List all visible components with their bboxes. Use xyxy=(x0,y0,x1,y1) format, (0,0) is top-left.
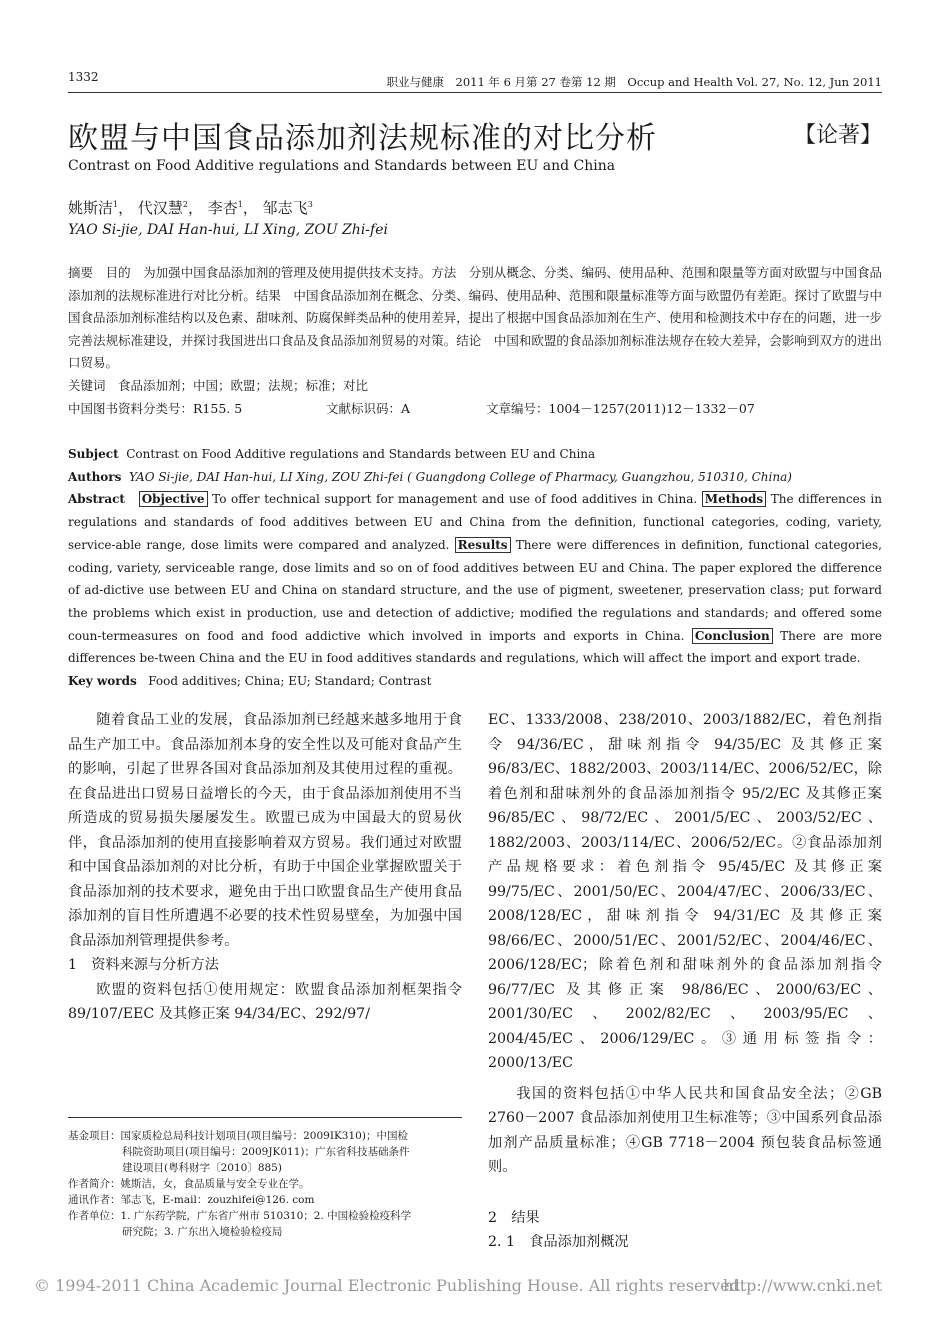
footnote-rule xyxy=(68,1117,462,1118)
en-authors-label: Authors xyxy=(68,469,122,484)
results-text: There were differences in definition, functional categories, coding, variety, serviceable range, dose limits and so on of food additives between EU and China. The paper explored the difference of ad-dictive use between EU and China on standard structure, and the use of pigment, sweetener, preservation class; put forward the problems which exist in production, use and detection of addictive; modified the regulations and standards; and offered some coun-termeasures on food and food addictive which involved in imports and exports in China. xyxy=(68,537,882,643)
en-keywords-line xyxy=(68,670,882,693)
cn-sources-paragraph: 我国的资料包括①中华人民共和国食品安全法；②GB 2760－2007 食品添加剂使用卫生标准等；③中国系列食品添加剂产品质量标准；④GB 7718－2004 预包装食品标签通则。 xyxy=(488,1085,882,1175)
en-abstract xyxy=(68,488,882,670)
article-type-tag: 【论著】 xyxy=(793,123,882,148)
en-authors: YAO Si-jie, DAI Han-hui, LI Xing, ZOU Zhi-fei ( Guangdong College of Pharmacy, Guangzhou, 510310, China) xyxy=(129,469,792,484)
body-left-column xyxy=(68,708,462,1027)
objective-text: To offer technical support for management and use of food additives in China. xyxy=(212,492,698,507)
author-name: 李杏 xyxy=(207,199,238,217)
header-rule xyxy=(68,92,882,93)
affiliation-line: 作者单位：1. 广东药学院，广东省广州市 510310；2. 中国检验检疫科学 xyxy=(68,1210,412,1222)
authors-en: YAO Si-jie, DAI Han-hui, LI Xing, ZOU Zhi-fei xyxy=(68,222,388,238)
en-keywords: Food additives; China; EU; Standard; Contrast xyxy=(148,674,432,689)
classification-line xyxy=(68,399,882,419)
en-keywords-label: Key words xyxy=(68,674,137,689)
section-1-heading: 1 资料来源与分析方法 xyxy=(68,957,219,973)
cnki-link[interactable]: http://www.cnki.net xyxy=(723,1276,883,1295)
intro-paragraph: 随着食品工业的发展，食品添加剂已经越来越多地用于食品生产加工中。食品添加剂本身的安全性以及可能对食品产生的影响，引起了世界各国对食品添加剂及其使用过程的重视。在食品进出口贸易日益增长的今天，由于食品添加剂使用不当所造成的贸易损失屡屡发生。欧盟已成为中国最大的贸易伙伴，食品添加剂的使用直接影响着双方贸易。我们通过对欧盟和中国食品添加剂的对比分析，有助于中国企业掌握欧盟关于食品添加剂的技术要求，避免由于出口欧盟食品生产使用食品添加剂的盲目性所遭遇不必要的技术性贸易壁垒，为加强中国食品添加剂管理提供参考。 xyxy=(68,712,462,949)
keywords-cn: 关键词 食品添加剂；中国；欧盟；法规；标准；对比 xyxy=(68,378,369,393)
fund-line: 基金项目：国家质检总局科技计划项目(项目编号：2009IK310)；中国检 xyxy=(68,1130,408,1142)
methods-text: The differences in regulations and standards of food additives between EU and China from the definition, functional categories, coding, variety, service-able range, dose limits were compared and analyzed. xyxy=(68,492,882,552)
affiliation-line: 研究院；3. 广东出入境检验检疫局 xyxy=(122,1226,283,1238)
author-affil-mark: 2 xyxy=(182,200,188,209)
article-title-en: Contrast on Food Additive regulations and Standards between EU and China xyxy=(68,158,616,174)
author-name: 邹志飞 xyxy=(262,199,308,217)
section-2-heading: 2 结果 xyxy=(488,1209,540,1226)
article-number: 文章编号：1004－1257(2011)12－1332－07 xyxy=(486,401,755,416)
results-label: Results xyxy=(455,537,511,553)
copyright-text: © 1994-2011 China Academic Journal Electronic Publishing House. All rights reserved. xyxy=(34,1276,745,1295)
article-title-cn: 欧盟与中国食品添加剂法规标准的对比分析 xyxy=(68,121,657,156)
body-right-column xyxy=(488,708,882,1255)
page-number: 1332 xyxy=(68,70,99,84)
authors-cn: 姚斯洁$^1$， 代汉慧$^2$， 李杏$^1$， 邹志飞$^3$ xyxy=(68,199,313,217)
section-1-paragraph: 欧盟的资料包括①使用规定：欧盟食品添加剂框架指令 89/107/EEC 及其修正案 94/34/EC、292/97/ xyxy=(68,981,462,1022)
conclusion-text: There are more differences be-tween China and the EU in food additives standards and regulations, which will affect the import and export trade. xyxy=(68,628,882,666)
fund-line: 建设项目(粤科财字〔2010〕885) xyxy=(122,1162,282,1174)
conclusion-label: Conclusion xyxy=(692,628,773,644)
en-authors-line xyxy=(68,466,882,489)
eu-sources-paragraph: EC、1333/2008、238/2010、2003/1882/EC，着色剂指令 94/36/EC，甜味剂指令 94/35/EC 及其修正案 96/83/EC、1882/2003、2003/114/EC、2006/52/EC，除着色剂和甜味剂外的食品添加剂指令 95/2/EC 及其修正案 96/85/EC、98/72/EC、2001/5/EC、2003/52/EC、1882/2003、2003/114/EC、2006/52/EC。②食品添加剂产品规格要求：着色剂指令 95/45/EC 及其修正案 99/75/EC、2001/50/EC、2004/47/EC、2006/33/EC、2008/128/EC，甜味剂指令 94/31/EC 及其修正案 98/66/EC、2000/51/EC、2001/52/EC、2004/46/EC、2006/128/EC；除着色剂和甜味剂外的食品添加剂指令 96/77/EC 及其修正案 98/86/EC、2000/63/EC、2001/30/EC、2002/82/EC、2003/95/EC、2004/45/EC、2006/129/EC。③通用标签指令：2000/13/EC xyxy=(488,712,882,1071)
en-abstract-label: Abstract xyxy=(68,492,125,507)
fund-line: 科院资助项目(项目编号：2009JK011)；广东省科技基础条件 xyxy=(122,1146,410,1158)
author-info: 作者简介：姚斯洁，女，食品质量与安全专业在学。 xyxy=(68,1178,310,1190)
author-affil-mark: 1 xyxy=(237,200,243,209)
abstract-cn: 摘要 目的 为加强中国食品添加剂的管理及使用提供技术支持。方法 分别从概念、分类、编码、使用品种、范围和限量等方面对欧盟与中国食品添加剂的法规标准进行对比分析。结果 中国食品添加剂在概念、分类、编码、使用品种、范围和限量标准等方面与欧盟仍有差距。探讨了欧盟与中国食品添加剂标准结构以及色素、甜味剂、防腐保鲜类品种的使用差异，提出了根据中国食品添加剂在生产、使用和检测技术中存在的问题，进一步完善法规标准建设，并探讨我国进出口食品及食品添加剂贸易的对策。结论 中国和欧盟的食品添加剂标准法规存在较大差异，会影响到双方的进出口贸易。 xyxy=(68,265,882,371)
author-affil-mark: 3 xyxy=(307,200,313,209)
en-subject-line xyxy=(68,443,882,466)
english-abstract-block xyxy=(68,443,882,693)
footnotes xyxy=(68,1128,468,1240)
en-subject: Contrast on Food Additive regulations and Standards between EU and China xyxy=(126,447,596,461)
author-affil-mark: 1 xyxy=(113,200,119,209)
en-subject-label: Subject xyxy=(68,447,119,461)
corresponding-author: 通讯作者：邹志飞，E-mail：zouzhifei@126. com xyxy=(68,1194,315,1206)
objective-label: Objective xyxy=(139,491,208,507)
section-2-1-heading: 2. 1 食品添加剂概况 xyxy=(488,1234,629,1250)
author-name: 代汉慧 xyxy=(137,199,183,217)
running-head: 职业与健康 2011 年 6 月第 27 卷第 12 期 Occup and Health Vol. 27, No. 12, Jun 2011 xyxy=(386,75,882,89)
document-code: 文献标识码：A xyxy=(326,401,411,416)
author-name: 姚斯洁 xyxy=(68,199,114,217)
clc-number: 中国图书资料分类号：R155. 5 xyxy=(68,401,243,416)
methods-label: Methods xyxy=(702,491,766,507)
